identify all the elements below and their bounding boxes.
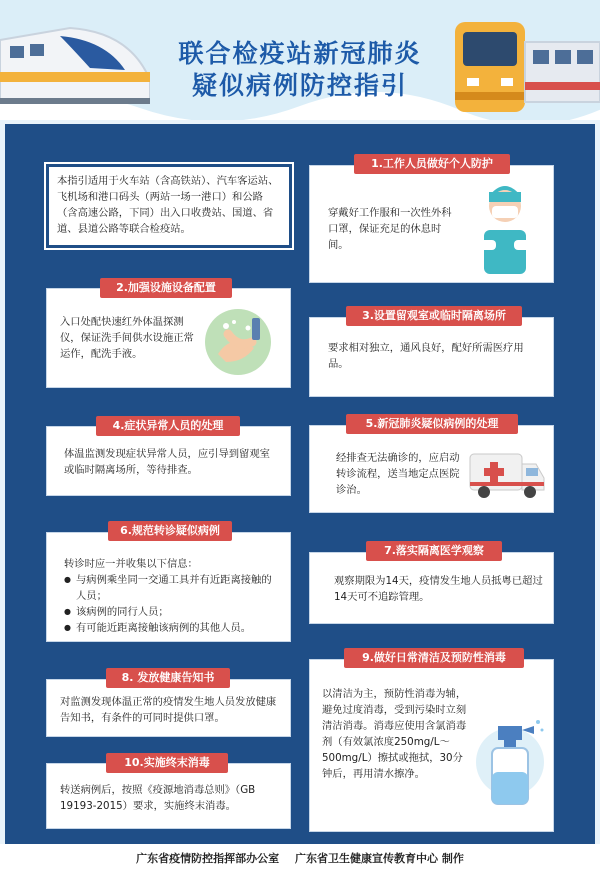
section-3-title: 3.设置留观室或临时隔离场所 <box>346 306 522 326</box>
section-6-intro: 转诊时应一并收集以下信息： <box>64 558 198 570</box>
page-title-line2: 疑似病例防控指引 <box>191 71 408 100</box>
train-front-icon <box>455 22 600 117</box>
page-title-line1: 联合检疫站新冠肺炎 <box>178 39 422 68</box>
section-6-text <box>64 556 280 636</box>
section-10-text: 转送病例后，按照《疫源地消毒总则》（GB 19193-2015）要求，实施终末消毒。 <box>60 784 256 812</box>
section-1-title: 1.工作人员做好个人防护 <box>354 154 510 174</box>
section-7-text: 观察期限为14天，疫情发生地人员抵粤已超过14天可不追踪管理。 <box>334 575 543 603</box>
ambulance-icon <box>466 446 546 502</box>
list-item: ● 与病例乘坐同一交通工具并有近距离接触的人员； <box>64 572 280 604</box>
section-4-text: 体温监测发现症状异常人员，应引导到留观室或临时隔离场所，等待排查。 <box>64 448 270 476</box>
intro-box <box>46 164 292 248</box>
section-2-title: 2.加强设施设备配置 <box>100 278 232 298</box>
list-item: ● 该病例的同行人员； <box>64 604 280 620</box>
header-banner <box>0 0 600 120</box>
section-5-title: 5.新冠肺炎疑似病例的处理 <box>346 414 518 434</box>
disinfectant-spray-icon <box>474 712 546 812</box>
section-2-text: 入口处配快速红外体温探测仪，保证洗手间供水设施正常运作，配洗手液。 <box>60 316 194 360</box>
section-8-title: 8. 发放健康告知书 <box>106 668 230 688</box>
section-6-title: 6.规范转诊疑似病例 <box>108 521 232 541</box>
section-6-list <box>64 572 280 636</box>
hand-washing-icon <box>204 308 272 376</box>
footer-org-2: 广东省卫生健康宣传教育中心 制作 <box>295 852 464 865</box>
footer-org-1: 广东省疫情防控指挥部办公室 <box>136 852 280 865</box>
section-4-title: 4.症状异常人员的处理 <box>96 416 240 436</box>
list-item: ● 有可能近距离接触该病例的其他人员。 <box>64 620 280 636</box>
footer <box>0 844 600 881</box>
section-1-text: 穿戴好工作服和一次性外科口罩，保证充足的休息时间。 <box>328 207 452 251</box>
section-9-text: 以清洁为主，预防性消毒为辅，避免过度消毒，受到污染时立刻清洁消毒。消毒应使用含氯消毒剂（有效氯浓度250mg/L～500mg/L）擦拭或拖拭，30分钟后，再用清水擦净。 <box>322 688 467 780</box>
intro-text: 本指引适用于火车站（含高铁站）、汽车客运站、飞机场和港口码头（两站一场一港口）和公路（含高速公路，下同）出入口收费站、国道、省道、县道公路等联合检疫站。 <box>57 175 279 235</box>
section-9-title: 9.做好日常清洁及预防性消毒 <box>344 648 524 668</box>
section-7-title: 7.落实隔离医学观察 <box>366 541 502 561</box>
medical-worker-icon <box>470 178 540 274</box>
section-5-text: 经排查无法确诊的，应启动转诊流程，送当地定点医院诊治。 <box>336 452 460 496</box>
section-10-title: 10.实施终末消毒 <box>106 753 228 773</box>
high-speed-train-icon <box>0 10 150 110</box>
section-8-text: 对监测发现体温正常的疫情发生地人员发放健康告知书，有条件的可同时提供口罩。 <box>60 696 277 724</box>
section-3-text: 要求相对独立，通风良好，配好所需医疗用品。 <box>328 342 524 370</box>
